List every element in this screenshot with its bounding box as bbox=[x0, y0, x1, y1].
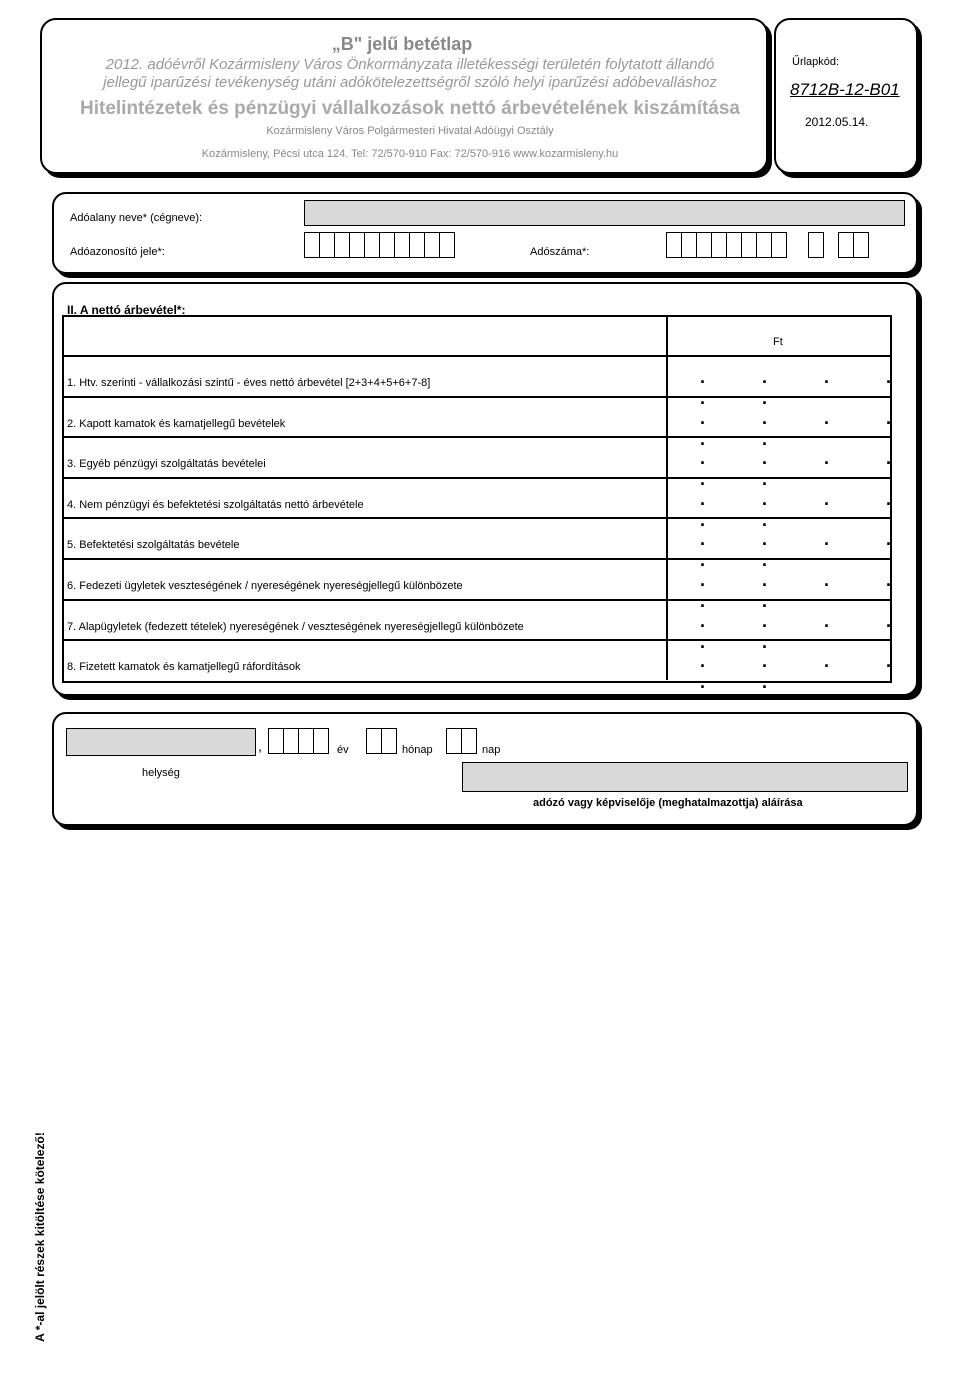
revenue-row-amount[interactable]: . . . . . . bbox=[700, 529, 918, 571]
revenue-row-label: 6. Fedezeti ügyletek veszteségének / nyereségének nyereségjellegű különbözete bbox=[67, 580, 463, 592]
taxpayer-name-label: Adóalany neve* (cégneve): bbox=[70, 212, 203, 224]
revenue-row-label: 7. Alapügyletek (fedezett tételek) nyereségének / veszteségének nyereségjellegű különbözete bbox=[67, 620, 524, 633]
row-divider bbox=[62, 517, 890, 519]
day-label: nap bbox=[482, 744, 501, 756]
revenue-row-label: 8. Fizetett kamatok és kamatjellegű ráfordítások bbox=[67, 661, 301, 674]
amount-column-divider bbox=[666, 639, 668, 680]
tax-id-input[interactable] bbox=[304, 232, 455, 258]
month-input[interactable] bbox=[366, 728, 397, 754]
revenue-row-label: 3. Egyéb pénzügyi szolgáltatás bevételei bbox=[67, 458, 266, 471]
row-divider bbox=[62, 477, 890, 479]
amount-column-divider bbox=[666, 477, 668, 518]
year-input[interactable] bbox=[268, 728, 329, 754]
revenue-row-label: 5. Befektetési szolgáltatás bevétele bbox=[67, 539, 240, 552]
form-code-label: Űrlapkód: bbox=[792, 56, 840, 68]
year-label: év bbox=[337, 744, 349, 756]
row-divider bbox=[62, 599, 890, 601]
required-fields-note: A *-al jelölt részek kitöltése kötelező! bbox=[33, 1132, 47, 1342]
revenue-row-amount[interactable]: . . . . . . bbox=[700, 570, 918, 611]
revenue-row-amount[interactable]: . . . . . . bbox=[700, 367, 918, 408]
row-divider bbox=[62, 436, 890, 438]
revenue-row-label: 2. Kapott kamatok és kamatjellegű bevételek bbox=[67, 417, 286, 430]
amount-column-divider bbox=[666, 599, 668, 640]
form-code: 8712B-12-B01 bbox=[790, 80, 900, 99]
amount-column-divider bbox=[666, 436, 668, 477]
revenue-row-amount[interactable]: . . . . . . bbox=[700, 448, 918, 490]
header-line-2: jellegű iparűzési tevékenység utáni adókötelezettségről szóló helyi iparűzési adóbevalláshoz bbox=[103, 74, 717, 91]
amount-column-divider bbox=[666, 517, 668, 558]
tax-number-vat-input[interactable] bbox=[808, 232, 824, 258]
tax-number-county-input[interactable] bbox=[838, 232, 869, 258]
page-title: „B" jelű betétlap bbox=[331, 34, 473, 54]
unit-label: Ft bbox=[773, 336, 783, 348]
form-date: 2012.05.14. bbox=[805, 115, 869, 129]
amount-column-divider bbox=[666, 355, 668, 396]
office-address: Kozármisleny, Pécsi utca 124. Tel: 72/570-910 Fax: 72/570-916 www.kozarmisleny.hu bbox=[201, 148, 619, 160]
header-line-1: 2012. adóévről Kozármisleny Város Önkormányzata illetékességi területén folytatott állandó bbox=[105, 56, 715, 73]
header-subtitle: Hitelintézetek és pénzügyi vállalkozások nettó árbevételének kiszámítása bbox=[80, 98, 740, 119]
month-label: hónap bbox=[402, 744, 433, 756]
row-divider bbox=[62, 558, 890, 560]
revenue-row-amount[interactable]: . . . . . . bbox=[700, 488, 918, 530]
taxpayer-name-input[interactable] bbox=[304, 200, 905, 226]
office-name: Kozármisleny Város Polgármesteri Hivatal Adóügyi Osztály bbox=[266, 125, 554, 137]
place-input[interactable] bbox=[66, 728, 256, 756]
revenue-row-amount[interactable]: . . . . . . bbox=[700, 651, 918, 693]
row-divider bbox=[62, 396, 890, 398]
row-divider bbox=[62, 639, 890, 641]
tax-number-label: Adószáma*: bbox=[530, 246, 590, 258]
amount-column-divider bbox=[666, 315, 668, 355]
section-title: II. A nettó árbevétel*: bbox=[67, 303, 186, 317]
signature-label: adózó vagy képviselője (meghatalmazottja) aláírása bbox=[533, 797, 803, 809]
header-row-divider bbox=[62, 355, 890, 357]
comma: , bbox=[258, 738, 262, 754]
signature-field[interactable] bbox=[462, 762, 908, 792]
revenue-row-amount[interactable]: . . . . . . bbox=[700, 610, 918, 652]
day-input[interactable] bbox=[446, 728, 477, 754]
revenue-row-label: 1. Htv. szerinti - vállalkozási szintű - éves nettó árbevétel [2+3+4+5+6+7-8] bbox=[67, 377, 431, 389]
amount-column-divider bbox=[666, 558, 668, 599]
revenue-row-label: 4. Nem pénzügyi és befektetési szolgáltatás nettó árbevétele bbox=[67, 498, 364, 511]
tax-id-label: Adóazonosító jele*: bbox=[70, 246, 165, 258]
amount-column-divider bbox=[666, 396, 668, 437]
place-label: helység bbox=[142, 767, 180, 779]
revenue-row-amount[interactable]: . . . . . . bbox=[700, 407, 918, 449]
tax-number-main-input[interactable] bbox=[666, 232, 787, 258]
